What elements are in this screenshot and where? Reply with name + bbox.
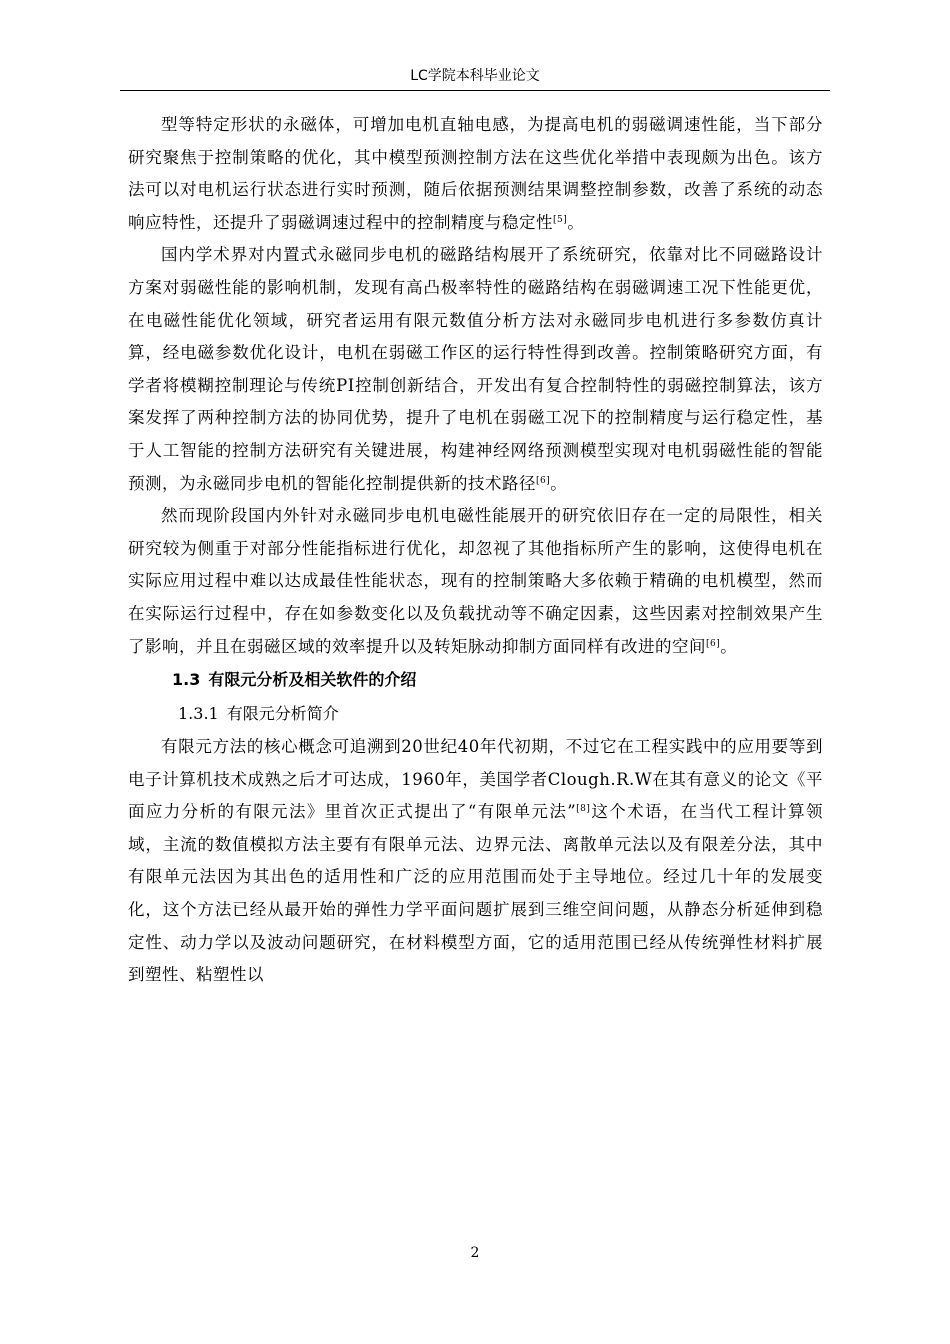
paragraph-text-continued: 这个术语，在当代工程计算领域，主流的数值模拟方法主要有有限单元法、边界元法、离散单元法以及有限差分法，其中有限单元法因为其出色的适用性和广泛的应用范围而处于主导地位。经过几十年的发展变化，这个方法已经从最开始的弹性力学平面问题扩展到三维空间问题，从静态分析延伸到稳定性、动力学以及波动问题研究，在材料模型方面，它的适用范围已经从传统弹性材料扩展到塑性、粘塑性以 [128,802,824,985]
citation-ref: [5] [553,214,568,225]
paragraph-fem-intro [128,731,823,992]
paragraph-text: 有限元方法的核心概念可追溯到20世纪40年代初期，不过它在工程实践中的应用要等到电子计算机技术成熟之后才可达成，1960年，美国学者Clough.R.W在其有意义的论文《平面应力分析的有限元法》里首次正式提出了“有限单元法” [128,737,823,822]
paragraph-text: 然而现阶段国内外针对永磁同步电机电磁性能展开的研究依旧存在一定的局限性，相关研究较为侧重于对部分性能指标进行优化，却忽视了其他指标所产生的影响，这使得电机在实际应用过程中难以达成最佳性能状态，现有的控制策略大多依赖于精确的电机模型，然而在实际运行过程中，存在如参数变化以及负载扰动等不确定因素，这些因素对控制效果产生了影响，并且在弱磁区域的效率提升以及转矩脉动抑制方面同样有改进的空间 [128,506,823,656]
paragraph-domestic-research [128,239,823,500]
paragraph-text: 国内学术界对内置式永磁同步电机的磁路结构展开了系统研究，依靠对比不同磁路设计方案对弱磁性能的影响机制，发现有高凸极率特性的磁路结构在弱磁调速工况下性能更优，在电磁性能优化领域，研究者运用有限元数值分析方法对永磁同步电机进行多参数仿真计算，经电磁参数优化设计，电机在弱磁工作区的运行特性得到改善。控制策略研究方面，有学者将模糊控制理论与传统PI控制创新结合，开发出有复合控制特性的弱磁控制算法，该方案发挥了两种控制方法的协同优势，提升了电机在弱磁工况下的控制精度与运行稳定性，基于人工智能的控制方法研究有关键进展，构建神经网络预测模型实现对电机弱磁性能的智能预测，为永磁同步电机的智能化控制提供新的技术路径 [128,245,823,493]
subsection-title: 有限元分析简介 [226,704,339,724]
paragraph-weak-field-control [128,109,823,239]
section-number: 1.3 [172,670,201,690]
page-number: 2 [470,1245,480,1261]
paragraph-tail: 。 [550,473,568,493]
section-heading [128,663,823,697]
citation-ref: [8] [576,804,591,815]
paragraph-text: 型等特定形状的永磁体，可增加电机直轴电感，为提高电机的弱磁调速性能，当下部分研究聚焦于控制策略的优化，其中模型预测控制方法在这些优化举措中表现颇为出色。该方法可以对电机运行状态进行实时预测，随后依据预测结果调整控制参数，改善了系统的动态响应特性，还提升了弱磁调速过程中的控制精度与稳定性 [128,115,823,232]
paragraph-tail: 。 [567,212,585,232]
document-body [128,109,823,992]
paragraph-limitations [128,500,823,663]
citation-ref: [6] [706,638,721,649]
citation-ref: [6] [536,475,551,486]
header-title: LC学院本科毕业论文 [410,68,540,84]
paragraph-tail: 。 [720,636,738,656]
subsection-heading [128,697,823,731]
page-header [120,62,830,91]
section-title: 有限元分析及相关软件的介绍 [208,670,417,690]
subsection-number: 1.3.1 [178,704,219,724]
